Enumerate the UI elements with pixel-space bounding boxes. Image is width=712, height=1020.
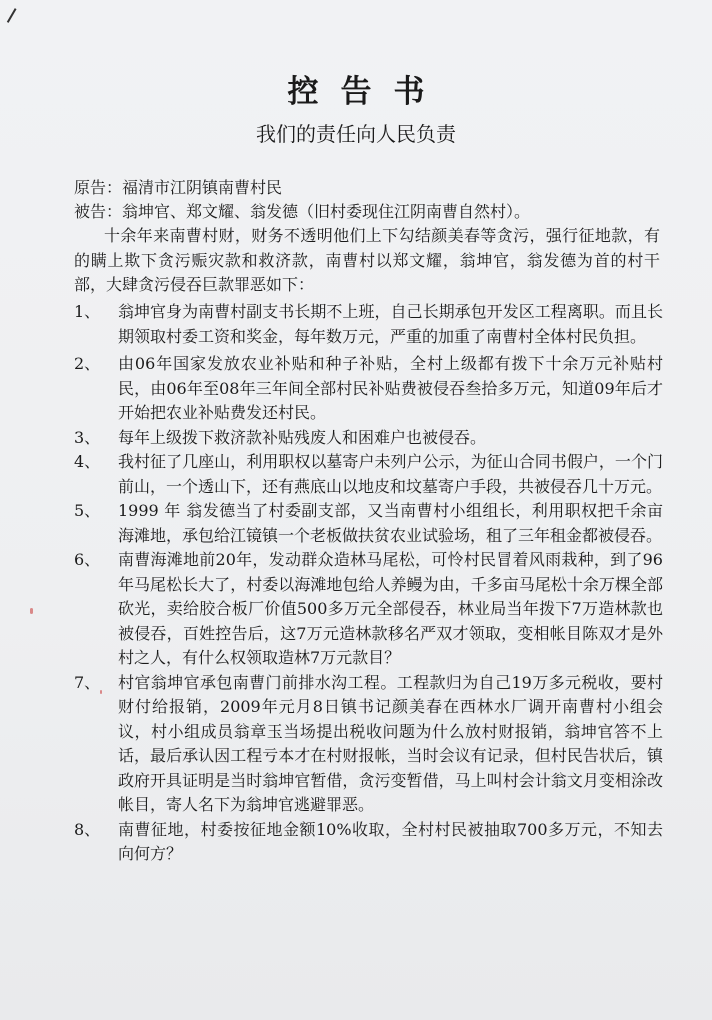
item-number: 7、 — [74, 672, 101, 692]
item-number: 4、 — [74, 452, 101, 471]
red-speck — [100, 690, 102, 694]
item-text: 翁坤官身为南曹村副支书长期不上班，自己长期承包开发区工程离职。而且长期领取村委工资和奖金，每年数万元，严重的加重了南曹村全体村民负担。 — [118, 302, 663, 346]
list-item — [74, 300, 674, 349]
item-text: 村官翁坤官承包南曹门前排水沟工程。工程款归为自己19万多元税收，要村财付给报销，2009年元月8日镇书记颜美春在西林水厂调开南曹村小组会议，村小组成员翁章玉当场提出税收问题为什么放村财报销，翁坤官答不上话，最后承认因工程亏本才在村财报帐，当时会议有记录，但村民告状后，镇政府开具证明是当时翁坤官暂借，贪污变暂借，马上叫村会计翁文月变相涂改帐目，寄人名下为翁坤官逃避罪恶。 — [118, 672, 663, 814]
item-text: 南曹征地，村委按征地金额10%收取，全村村民被抽取700多万元，不知去向何方？ — [118, 819, 663, 863]
item-number: 2、 — [74, 354, 101, 373]
intro-paragraph: 十余年来南曹村财，财务不透明他们上下勾结颜美春等贪污，强行征地款，有的瞒上欺下贪污赈灾款和救济款，南曹村以郑文耀，翁坤官，翁发德为首的村干部，大肆贪污侵吞巨款罪恶如下： — [74, 226, 660, 294]
list-item — [74, 499, 674, 548]
page-subtitle: 我们的责任向人民负责 — [256, 122, 456, 146]
item-number: 5、 — [74, 501, 101, 520]
page-title: 控告书 — [287, 74, 447, 110]
item-number: 6、 — [74, 550, 101, 569]
item-text: 我村征了几座山，利用职权以墓寄户未列户公示，为征山合同书假户，一个门前山，一个透山下，还有燕底山以地皮和坟墓寄户手段，共被侵吞几十万元。 — [118, 452, 663, 496]
item-number: 1、 — [74, 302, 101, 321]
defendant-line: 被告：翁坤官、郑文耀、翁发德（旧村委现住江阴南曹自然村）。 — [74, 202, 531, 221]
parties-block — [74, 176, 694, 224]
item-number: 8、 — [74, 819, 101, 839]
list-item — [74, 426, 674, 451]
list-item — [74, 352, 674, 426]
plaintiff-line: 原告：福清市江阴镇南曹村民 — [74, 178, 283, 197]
pen-mark — [7, 8, 25, 28]
list-item — [74, 671, 674, 818]
list-item — [74, 450, 674, 499]
red-speck — [30, 608, 33, 614]
accusation-list — [74, 300, 674, 867]
list-item — [74, 818, 674, 867]
item-text: 1999 年 翁发德当了村委副支部，又当南曹村小组组长，利用职权把千余亩海滩地，承包给江镜镇一个老板做扶贫农业试验场，租了三年租金都被侵吞。 — [118, 501, 663, 545]
list-item — [74, 548, 674, 671]
item-text: 南曹海滩地前20年，发动群众造林马尾松，可怜村民冒着风雨栽种，到了96年马尾松长大了，村委以海滩地包给人养鳗为由，千多亩马尾松十余万棵全部砍光，卖给胶合板厂价值500多万元全部侵吞，林业局当年拨下7万造林款也被侵吞，百姓控告后，这7万元造林款移名严双才领取，变相帐目陈双才是外村之人，有什么权领取造林7万元款目？ — [118, 550, 663, 667]
item-text: 每年上级拨下救济款补贴残废人和困难户也被侵吞。 — [118, 427, 487, 447]
item-number: 3、 — [74, 427, 101, 447]
item-text: 由06年国家发放农业补贴和种子补贴，全村上级都有拨下十余万元补贴村民，由06年至08年三年间全部村民补贴费被侵吞叁拾多万元，知道09年后才开始把农业补贴费发还村民。 — [118, 354, 663, 422]
